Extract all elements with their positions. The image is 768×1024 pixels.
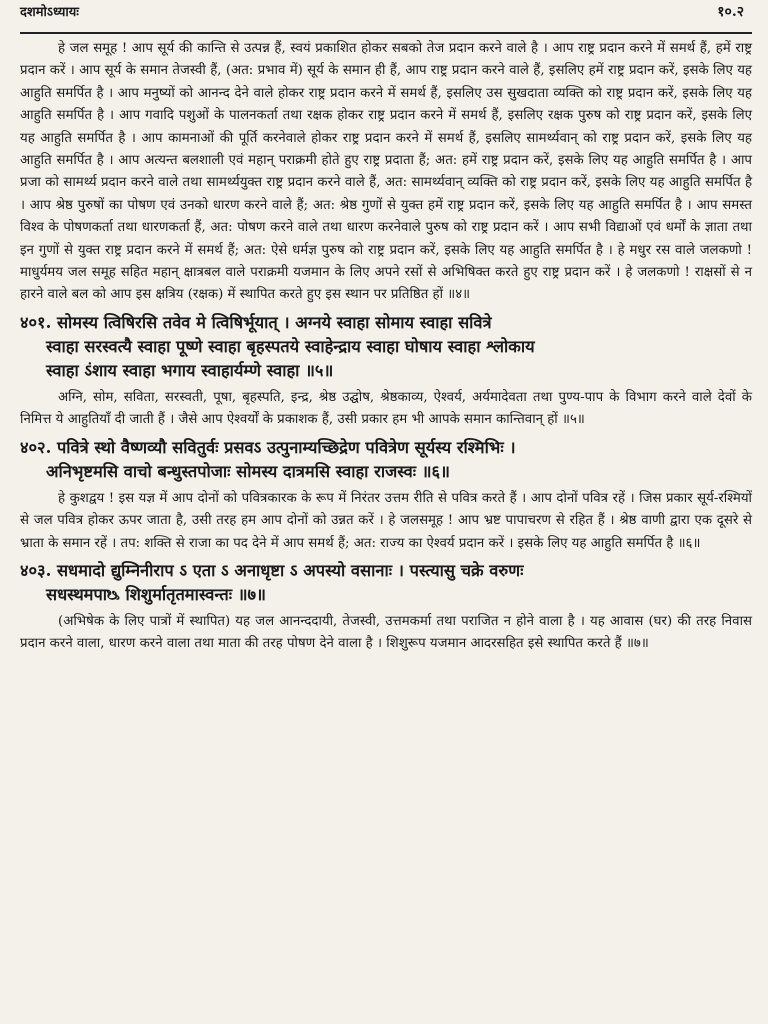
chapter-title: दशमोऽध्यायः <box>20 5 79 20</box>
meaning-paragraph: (अभिषेक के लिए पात्रों में स्थापित) यह जल आनन्ददायी, तेजस्वी, उत्तमकर्मा तथा पराजित न होने वाला है । यह आवास (घर) की तरह निवास प्रदान करने वाला, धारण करने वाला तथा माता की तरह पोषण देने वाला है । शिशुरूप यजमान आदरसहित इसे स्थापित करते हैं ॥७॥ <box>20 613 752 652</box>
mantra-line: सधस्थमपाᳬ शिशुर्मातृतमास्वन्तः ॥७॥ <box>46 584 266 604</box>
mantra-line: स्वाहा सरस्वत्यै स्वाहा पूष्णे स्वाहा बृहस्पतये स्वाहेन्द्राय स्वाहा घोषाय स्वाहा श्लोकाय <box>46 336 535 356</box>
meaning-403 <box>20 611 752 656</box>
mantra-403 <box>20 559 752 607</box>
meaning-402 <box>20 488 752 555</box>
mantra-line: स्वाहा ऽंशाय स्वाहा भगाय स्वाहार्यम्णे स्वाहा ॥५॥ <box>46 360 334 380</box>
mantra-line: अनिभृष्टमसि वाचो बन्धुस्तपोजाः सोमस्य दात्रमसि स्वाहा राजस्वः ॥६॥ <box>46 461 450 481</box>
mantra-401 <box>20 311 752 383</box>
meaning-paragraph: अग्नि, सोम, सविता, सरस्वती, पूषा, बृहस्पति, इन्द्र, श्रेष्ठ उद्घोष, श्रेष्ठकाव्य, ऐश्वर्य, अर्यमादेवता तथा पुण्य-पाप के विभाग करने वाले देवों के निमित्त ये आहुतियाँ दी जाती हैं । जैसे आप ऐश्वर्यों के प्रकाशक हैं, उसी प्रकार हम भी आपके समान कान्तिवान् हों ॥५॥ <box>20 389 752 428</box>
page-number: १०.२ <box>717 4 744 20</box>
mantra-line: ४०२. पवित्रे स्थो वैष्णव्यौ सवितुर्वः प्रसवऽ उत्पुनाम्यच्छिद्रेण पवित्रेण सूर्यस्य रश्मिभिः । <box>20 437 516 457</box>
page-header <box>20 0 752 32</box>
meaning-paragraph: हे जल समूह ! आप सूर्य की कान्ति से उत्पन्न हैं, स्वयं प्रकाशित होकर सबको तेज प्रदान करने वाले है । आप राष्ट्र प्रदान करने में समर्थ हैं, हमें राष्ट्र प्रदान करें । आप सूर्य के समान तेजस्वी हैं, (अत: प्रभाव में) सूर्य के समान ही हैं, आप राष्ट्र प्रदान करने वाले हैं, इसलिए हमें राष्ट्र प्रदान करें, इसके लिए यह आहुति समर्पित है । आप मनुष्यों को आनन्द देने वाले होकर राष्ट्र प्रदान करने में समर्थ हैं, इसलिए उस सुखदाता व्यक्ति को राष्ट्र प्रदान करें, इसके लिए यह आहुति समर्पित है । आप गवादि पशुओं के पालनकर्ता तथा रक्षक होकर राष्ट्र प्रदान करने में समर्थ हैं, इसलिए रक्षक पुरुष को राष्ट्र प्रदान करें, इसके लिए यह आहुति समर्पित है । आप कामनाओं की पूर्ति करनेवाले होकर राष्ट्र प्रदान करने में समर्थ हैं, इसलिए सामर्थ्यवान् को राष्ट्र प्रदान करें, इसके लिए यह आहुति समर्पित है । आप अत्यन्त बलशाली एवं महान् पराक्रमी होते हुए राष्ट्र प्रदाता हैं; अत: हमें राष्ट्र प्रदान करें, इसके लिए यह आहुति समर्पित है । आप प्रजा को सामर्थ्य प्रदान करने वाले तथा सामर्थ्ययुक्त राष्ट्र प्रदान करने वाले हैं, अत: सामर्थ्यवान् व्यक्ति को राष्ट्र प्रदान करें, इसके लिए यह आहुति समर्पित है । आप श्रेष्ठ पुरुषों का पोषण एवं उनको धारण करने वाले हैं; अत: श्रेष्ठ गुणों से युक्त हमें राष्ट्र प्रदान करें, इसके लिए यह आहुति समर्पित है । आप समस्त विश्व के पोषणकर्ता तथा धारणकर्ता हैं, अत: पोषण करने वाले तथा धारण करनेवाले पुरुष को राष्ट्र प्रदान करें । आप सभी विद्याओं एवं धर्मों के ज्ञाता तथा इन गुणों से युक्त राष्ट्र प्रदान करने में समर्थ हैं; अत: ऐसे धर्मज्ञ पुरुष को राष्ट्र प्रदान करें, इसके लिए यह आहुति समर्पित है । हे मधुर रस वाले जलकणो ! माधुर्यमय जल समूह सहित महान् क्षात्रबल वाले पराक्रमी यजमान के लिए अपने रसों से अभिषिक्त करते हुए राष्ट्र प्रदान करें । हे जलकणो ! राक्षसों से न हारने वाले बल को आप इस क्षत्रिय (रक्षक) में स्थापित करते हुए इस स्थान पर प्रतिष्ठित हों ॥४॥ <box>20 41 753 303</box>
header-rule <box>20 32 752 34</box>
mantra-line: ४०१. सोमस्य त्विषिरसि तवेव मे त्विषिर्भूयात् । अग्नये स्वाहा सोमाय स्वाहा सवित्रे <box>20 312 492 332</box>
mantra-402 <box>20 436 752 484</box>
meaning-401 <box>20 387 752 432</box>
mantra-line: ४०३. सधमादो द्युम्निनीराप ऽ एता ऽ अनाधृष्टा ऽ अपस्यो वसानाः । पस्त्यासु चक्रे वरुणः <box>20 560 524 580</box>
intro-meaning <box>20 38 752 307</box>
meaning-paragraph: हे कुशद्वय ! इस यज्ञ में आप दोनों को पवित्रकारक के रूप में निरंतर उत्तम रीति से पवित्र करते हैं । आप दोनों पवित्र रहें । जिस प्रकार सूर्य-रश्मियों से जल पवित्र होकर ऊपर जाता है, उसी तरह हम आप दोनों को उन्नत करें । हे जलसमूह ! आप भ्रष्ट पापाचरण से रहित हैं । श्रेष्ठ वाणी द्वारा एक दूसरे से भ्राता के समान रहें । तप: शक्ति से राजा का पद देने में आप समर्थ हैं; अत: राज्य का ऐश्वर्य प्रदान करें । इसके लिए यह आहुति समर्पित है ॥६॥ <box>20 490 752 551</box>
